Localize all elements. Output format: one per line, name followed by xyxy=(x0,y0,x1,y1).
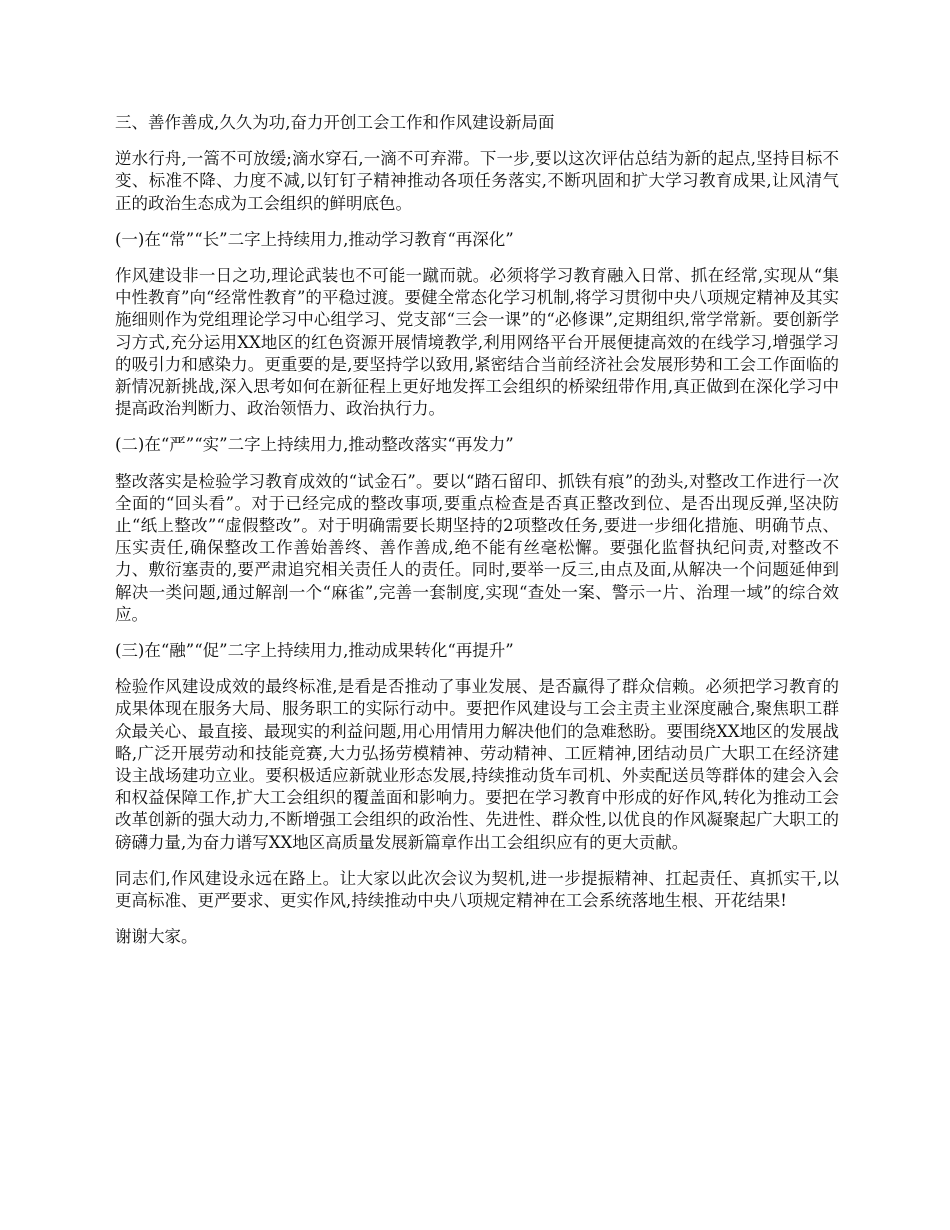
subsection-1-heading: (一)在“常”“长”二字上持续用力,推动学习教育“再深化” xyxy=(115,229,514,249)
closing-paragraph: 同志们,作风建设永远在路上。让大家以此次会议为契机,进一步提振精神、扛起责任、真抓实干,以更高标准、更严要求、更实作风,持续推动中央八项规定精神在工会系统落地生根、开花结果! xyxy=(115,868,839,911)
subsection-2-paragraph: 整改落实是检验学习教育成效的“试金石”。要以“踏石留印、抓铁有痕”的劲头,对整改工作进行一次全面的“回头看”。对于已经完成的整改事项,要重点检查是否真正整改到位、是否出现反弹,坚决防止“纸上整改”“虚假整改”。对于明确需要长期坚持的2项整改任务,要进一步细化措施、明确节点、压实责任,确保整改工作善始善终、善作善成,绝不能有丝毫松懈。要强化监督执纪问责,对整改不力、敷衍塞责的,要严肃追究相关责任人的责任。同时,要举一反三,由点及面,从解决一个问题延伸到解决一类问题,通过解剖一个“麻雀”,完善一套制度,实现“查处一案、警示一片、治理一域”的综合效应。 xyxy=(115,471,839,624)
subsection-3-heading: (三)在“融”“促”二字上持续用力,推动成果转化“再提升” xyxy=(115,641,514,661)
subsection-1-paragraph: 作风建设非一日之功,理论武装也不可能一蹴而就。必须将学习教育融入日常、抓在经常,实现从“集中性教育”向“经常性教育”的平稳过渡。要健全常态化学习机制,将学习贯彻中央八项规定精神及其实施细则作为党组理论学习中心组学习、党支部“三会一课”的“必修课”,定期组织,常学常新。要创新学习方式,充分运用XX地区的红色资源开展情境教学,利用网络平台开展便捷高效的在线学习,增强学习的吸引力和感染力。更重要的是,要坚持学以致用,紧密结合当前经济社会发展形势和工会工作面临的新情况新挑战,深入思考如何在新征程上更好地发挥工会组织的桥梁纽带作用,真正做到在深化学习中提高政治判断力、政治领悟力、政治执行力。 xyxy=(115,266,839,419)
section-heading: 三、善作善成,久久为功,奋力开创工会工作和作风建设新局面 xyxy=(115,113,555,132)
thanks-line: 谢谢大家。 xyxy=(115,927,198,947)
subsection-2-heading: (二)在“严”“实”二字上持续用力,推动整改落实“再发力” xyxy=(115,435,514,455)
document-body xyxy=(115,112,839,963)
intro-paragraph: 逆水行舟,一篙不可放缓;滴水穿石,一滴不可弃滞。下一步,要以这次评估总结为新的起点,坚持目标不变、标准不降、力度不减,以钉钉子精神推动各项任务落实,不断巩固和扩大学习教育成果,让风清气正的政治生态成为工会组织的鲜明底色。 xyxy=(115,149,839,213)
subsection-3-paragraph: 检验作风建设成效的最终标准,是看是否推动了事业发展、是否赢得了群众信赖。必须把学习教育的成果体现在服务大局、服务职工的实际行动中。要把作风建设与工会主责主业深度融合,聚焦职工群众最关心、最直接、最现实的利益问题,用心用情用力解决他们的急难愁盼。要围绕XX地区的发展战略,广泛开展劳动和技能竞赛,大力弘扬劳模精神、劳动精神、工匠精神,团结动员广大职工在经济建设主战场建功立业。要积极适应新就业形态发展,持续推动货车司机、外卖配送员等群体的建会入会和权益保障工作,扩大工会组织的覆盖面和影响力。要把在学习教育中形成的好作风,转化为推动工会改革创新的强大动力,不断增强工会组织的政治性、先进性、群众性,以优良的作风凝聚起广大职工的磅礴力量,为奋力谱写XX地区高质量发展新篇章作出工会组织应有的更大贡献。 xyxy=(115,677,839,852)
